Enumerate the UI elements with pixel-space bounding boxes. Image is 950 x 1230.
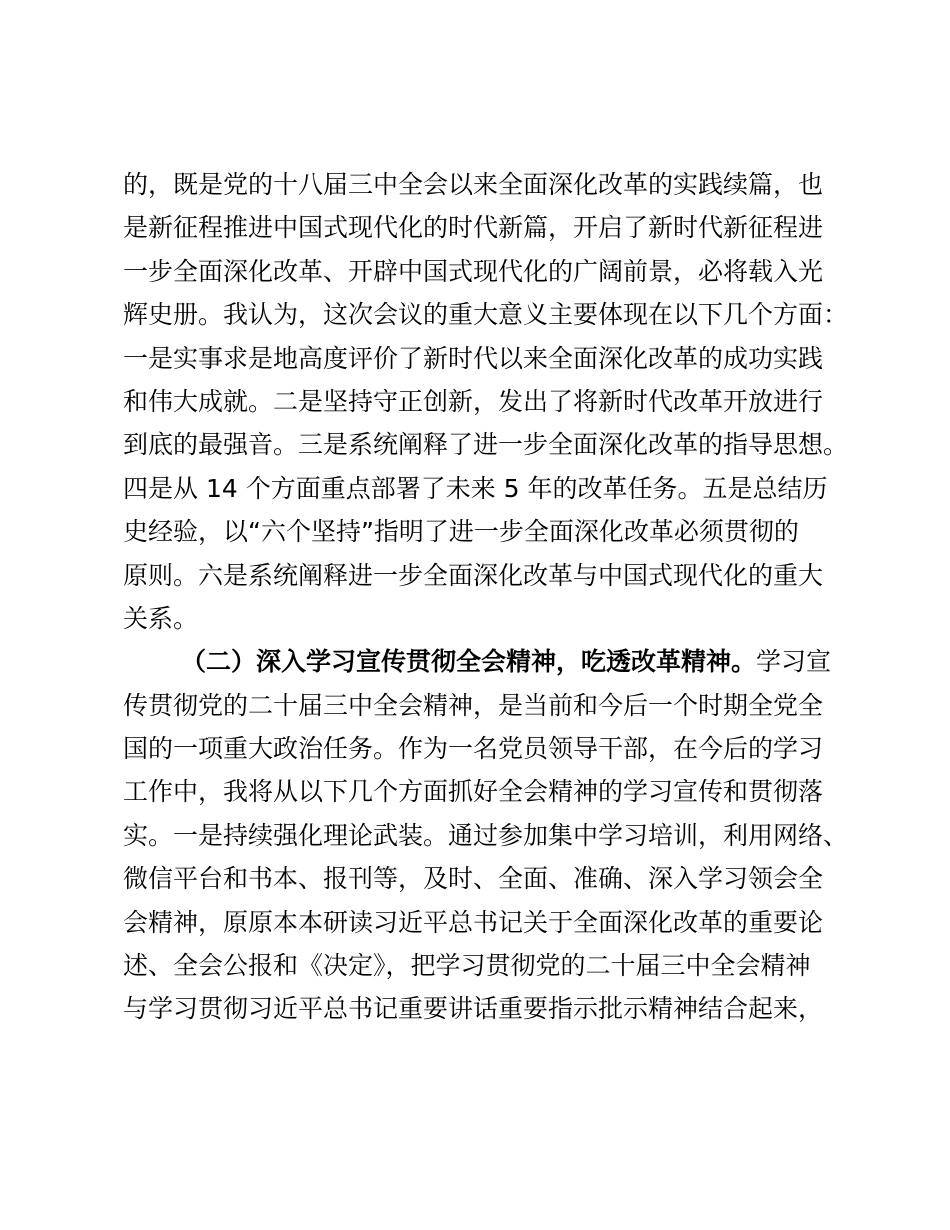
text-line: 关系。 [123,603,199,633]
text-line-first [123,640,843,683]
text-line: 会精神，原原本本研读习近平总书记关于全面深化改革的重要论 [123,907,824,937]
text-line: 史经验，以“六个坚持”指明了进一步全面深化改革必须贯彻的 [123,517,799,547]
text-line: 述、全会公报和《决定》，把学习贯彻党的二十届三中全会精神 [123,951,811,981]
text-line: 和伟大成就。二是坚持守正创新，发出了将新时代改革开放进行 [123,386,824,416]
section-heading: （二）深入学习宣传贯彻全会精神，吃透改革精神。 [181,647,757,677]
paragraph-2 [123,640,849,1031]
text-line: 的，既是党的十八届三中全会以来全面深化改革的实践续篇，也 [123,170,824,199]
text-line: 实。一是持续强化理论武装。通过参加集中学习培训，利用网络、 [123,820,849,850]
heading-continuation: 学习宣 [756,647,832,677]
text-line: 四是从 14 个方面重点部署了未来 5 年的改革任务。五是总结历 [123,473,828,503]
text-line: 国的一项重大政治任务。作为一名党员领导干部，在今后的学习 [123,734,824,764]
text-line: 一是实事求是地高度评价了新时代以来全面深化改革的成功实践 [123,343,824,373]
text-line: 原则。六是系统阐释进一步全面深化改革与中国式现代化的重大 [123,560,824,590]
text-line: 与学习贯彻习近平总书记重要讲话重要指示批示精神结合起来， [123,994,824,1024]
text-line: 是新征程推进中国式现代化的时代新篇，开启了新时代新征程进 [123,213,824,243]
text-line: 传贯彻党的二十届三中全会精神，是当前和今后一个时期全党全 [123,690,824,720]
paragraph-1 [123,163,849,640]
text-line: 到底的最强音。三是系统阐释了进一步全面深化改革的指导思想。 [123,430,849,460]
document-body [123,163,849,1031]
text-line: 微信平台和书本、报刊等，及时、全面、准确、深入学习领会全 [123,864,824,894]
text-line: 工作中，我将从以下几个方面抓好全会精神的学习宣传和贯彻落 [123,777,824,807]
text-line: 辉史册。我认为，这次会议的重大意义主要体现在以下几个方面： [123,300,849,330]
text-line: 一步全面深化改革、开辟中国式现代化的广阔前景，必将载入光 [123,256,824,286]
